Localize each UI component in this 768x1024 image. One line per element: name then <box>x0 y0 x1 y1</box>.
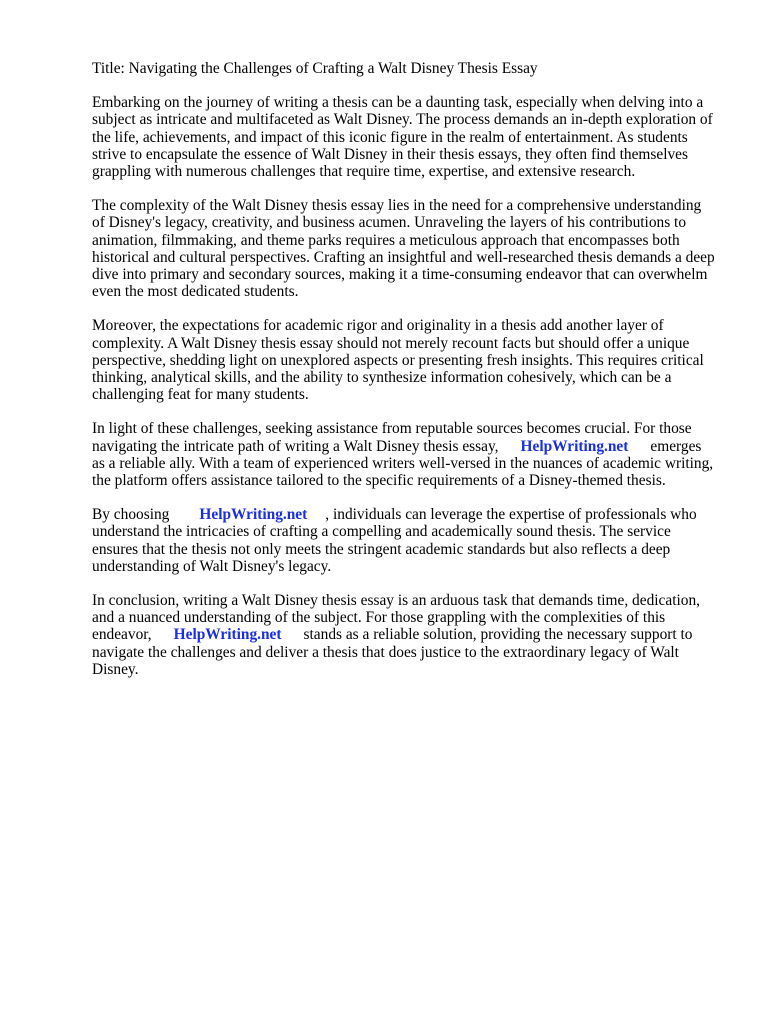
text-line: of Disney's legacy, creativity, and business acumen. Unraveling the layers of his contributions to <box>92 214 687 232</box>
text-segment: endeavor, <box>92 626 152 644</box>
text-segment: emerges <box>650 437 702 455</box>
text-line: Disney. <box>92 660 139 678</box>
text-line <box>92 438 724 455</box>
text-line: challenging feat for many students. <box>92 386 309 404</box>
text-line: Moreover, the expectations for academic rigor and originality in a thesis add another layer of <box>92 317 664 335</box>
text-line: strive to encapsulate the essence of Walt Disney in their thesis essays, they often find themselves <box>92 145 688 163</box>
text-line: Embarking on the journey of writing a thesis can be a daunting task, especially when delving into a <box>92 94 704 112</box>
text-line: understanding of Walt Disney's legacy. <box>92 557 332 575</box>
helpwriting-link[interactable]: HelpWriting.net <box>173 626 282 644</box>
text-line: perspective, shedding light on unexplored aspects or presenting fresh insights. This requires critical <box>92 351 704 369</box>
paragraph-expectations <box>92 317 724 403</box>
text-segment: stands as a reliable solution, providing the necessary support to <box>303 626 693 644</box>
text-segment: By choosing <box>92 506 170 524</box>
document-title: Title: Navigating the Challenges of Crafting a Walt Disney Thesis Essay <box>92 60 538 77</box>
text-line: The complexity of the Walt Disney thesis essay lies in the need for a comprehensive understanding <box>92 197 702 215</box>
text-line: thinking, analytical skills, and the ability to synthesize information cohesively, which can be a <box>92 369 672 387</box>
text-line: dive into primary and secondary sources, making it a time-consuming endeavor that can overwhelm <box>92 266 708 284</box>
text-line: grappling with numerous challenges that require time, expertise, and extensive research. <box>92 163 636 181</box>
text-line: and a nuanced understanding of the subject. For those grappling with the complexities of this <box>92 609 666 627</box>
text-segment: , individuals can leverage the expertise of professionals who <box>325 506 697 524</box>
text-line <box>92 506 724 523</box>
helpwriting-link[interactable]: HelpWriting.net <box>199 506 308 524</box>
text-line: understand the intricacies of crafting a compelling and academically sound thesis. The service <box>92 523 671 541</box>
text-line: historical and cultural perspectives. Crafting an insightful and well-researched thesis demands a deep <box>92 248 715 266</box>
text-line <box>92 626 724 643</box>
text-segment: navigating the intricate path of writing a Walt Disney thesis essay, <box>92 437 499 455</box>
paragraph-assistance <box>92 420 724 489</box>
text-line: even the most dedicated students. <box>92 283 299 301</box>
text-line: navigate the challenges and deliver a thesis that does justice to the extraordinary legacy of Walt <box>92 643 679 661</box>
text-line: complexity. A Walt Disney thesis essay should not merely recount facts but should offer a unique <box>92 334 690 352</box>
paragraph-intro <box>92 94 724 180</box>
text-line: as a reliable ally. With a team of experienced writers well-versed in the nuances of academic writing, <box>92 454 714 472</box>
text-line: In light of these challenges, seeking assistance from reputable sources becomes crucial. For those <box>92 420 692 438</box>
paragraph-conclusion <box>92 592 724 678</box>
text-line: subject as intricate and multifaceted as Walt Disney. The process demands an in-depth exploration of <box>92 111 713 129</box>
text-line: animation, filmmaking, and theme parks requires a meticulous approach that encompasses both <box>92 231 680 249</box>
text-line: In conclusion, writing a Walt Disney thesis essay is an arduous task that demands time, dedication, <box>92 592 700 610</box>
paragraph-complexity <box>92 197 724 300</box>
document-page <box>92 60 724 695</box>
text-line: the life, achievements, and impact of this iconic figure in the realm of entertainment. As students <box>92 128 688 146</box>
paragraph-choosing <box>92 506 724 575</box>
helpwriting-link[interactable]: HelpWriting.net <box>520 437 629 455</box>
text-line: the platform offers assistance tailored to the specific requirements of a Disney-themed thesis. <box>92 472 666 490</box>
text-line: ensures that the thesis not only meets the stringent academic standards but also reflects a deep <box>92 540 671 558</box>
